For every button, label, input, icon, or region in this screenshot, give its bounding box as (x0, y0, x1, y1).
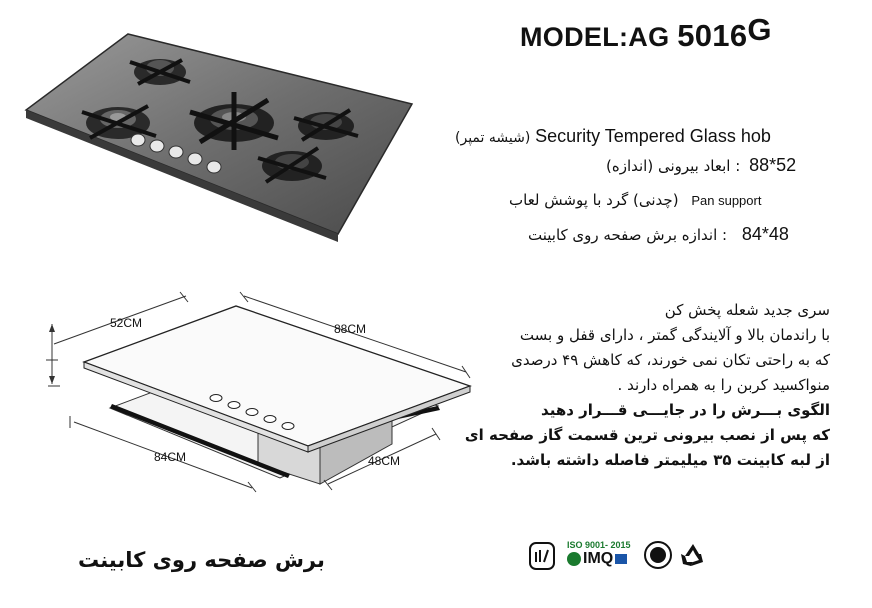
certification-seal-icon (643, 540, 673, 570)
cutout-depth-label: 48CM (368, 454, 401, 468)
product-type-fa: (شیشه تمپر) (455, 130, 531, 146)
cutout-width-label: 84CM (154, 450, 187, 464)
model-heading (520, 12, 820, 54)
recycle-icon (679, 542, 707, 568)
depth-label: 52CM (110, 316, 143, 330)
product-type-en: Security Tempered Glass hob (535, 126, 771, 146)
installation-note-line: که پس از نصب بیرونی ترین قسمت گاز صفحه ای (464, 426, 830, 444)
imq-flag-icon (615, 554, 627, 564)
spec-cutout (528, 224, 789, 245)
description-line: که به راحتی تکان نمی خورند، که کاهش ۴۹ درصدی (511, 351, 830, 369)
installation-note-line: الگوی بـــرش را در جایـــی قـــرار دهید (541, 401, 830, 419)
imq-circle-icon (567, 552, 581, 566)
imq-text: IMQ (583, 550, 614, 567)
cutout-label: : اندازه برش صفحه روی کابینت (528, 226, 728, 244)
dimensions-value: 88*52 (749, 155, 797, 175)
spec-product-type (455, 126, 771, 147)
dimensions-label: : ابعاد بیرونی (اندازه) (606, 157, 741, 175)
pan-support-label: Pan support (691, 193, 762, 208)
model-prefix: MODEL:AG (520, 22, 670, 52)
certification-logos (527, 538, 727, 578)
hob-product-photo (20, 20, 420, 260)
description-line: منواکسید کربن را به همراه دارند . (617, 376, 830, 394)
model-suffix: G (747, 12, 772, 47)
spec-pan-support (509, 191, 761, 209)
standard-mark-icon (527, 540, 557, 572)
installation-note-line: از لبه کابینت ۳۵ میلیمتر فاصله داشته باشد. (510, 451, 830, 469)
description-line: با راندمان بالا و آلایندگی گمتر ، دارای قفل و بست (519, 326, 830, 344)
iso-text: ISO 9001- 2015 (567, 540, 631, 550)
model-number: 5016 (677, 18, 748, 53)
product-description (410, 298, 830, 473)
cutout-title: برش صفحه روی کابینت (78, 548, 325, 572)
pan-support-value: (چدنی) گرد با پوشش لعاب (509, 191, 679, 209)
cutout-value: 84*48 (741, 224, 789, 244)
width-label: 88CM (334, 322, 367, 336)
description-line: سری جدید شعله پخش کن (664, 301, 830, 319)
spec-dimensions (606, 155, 796, 176)
